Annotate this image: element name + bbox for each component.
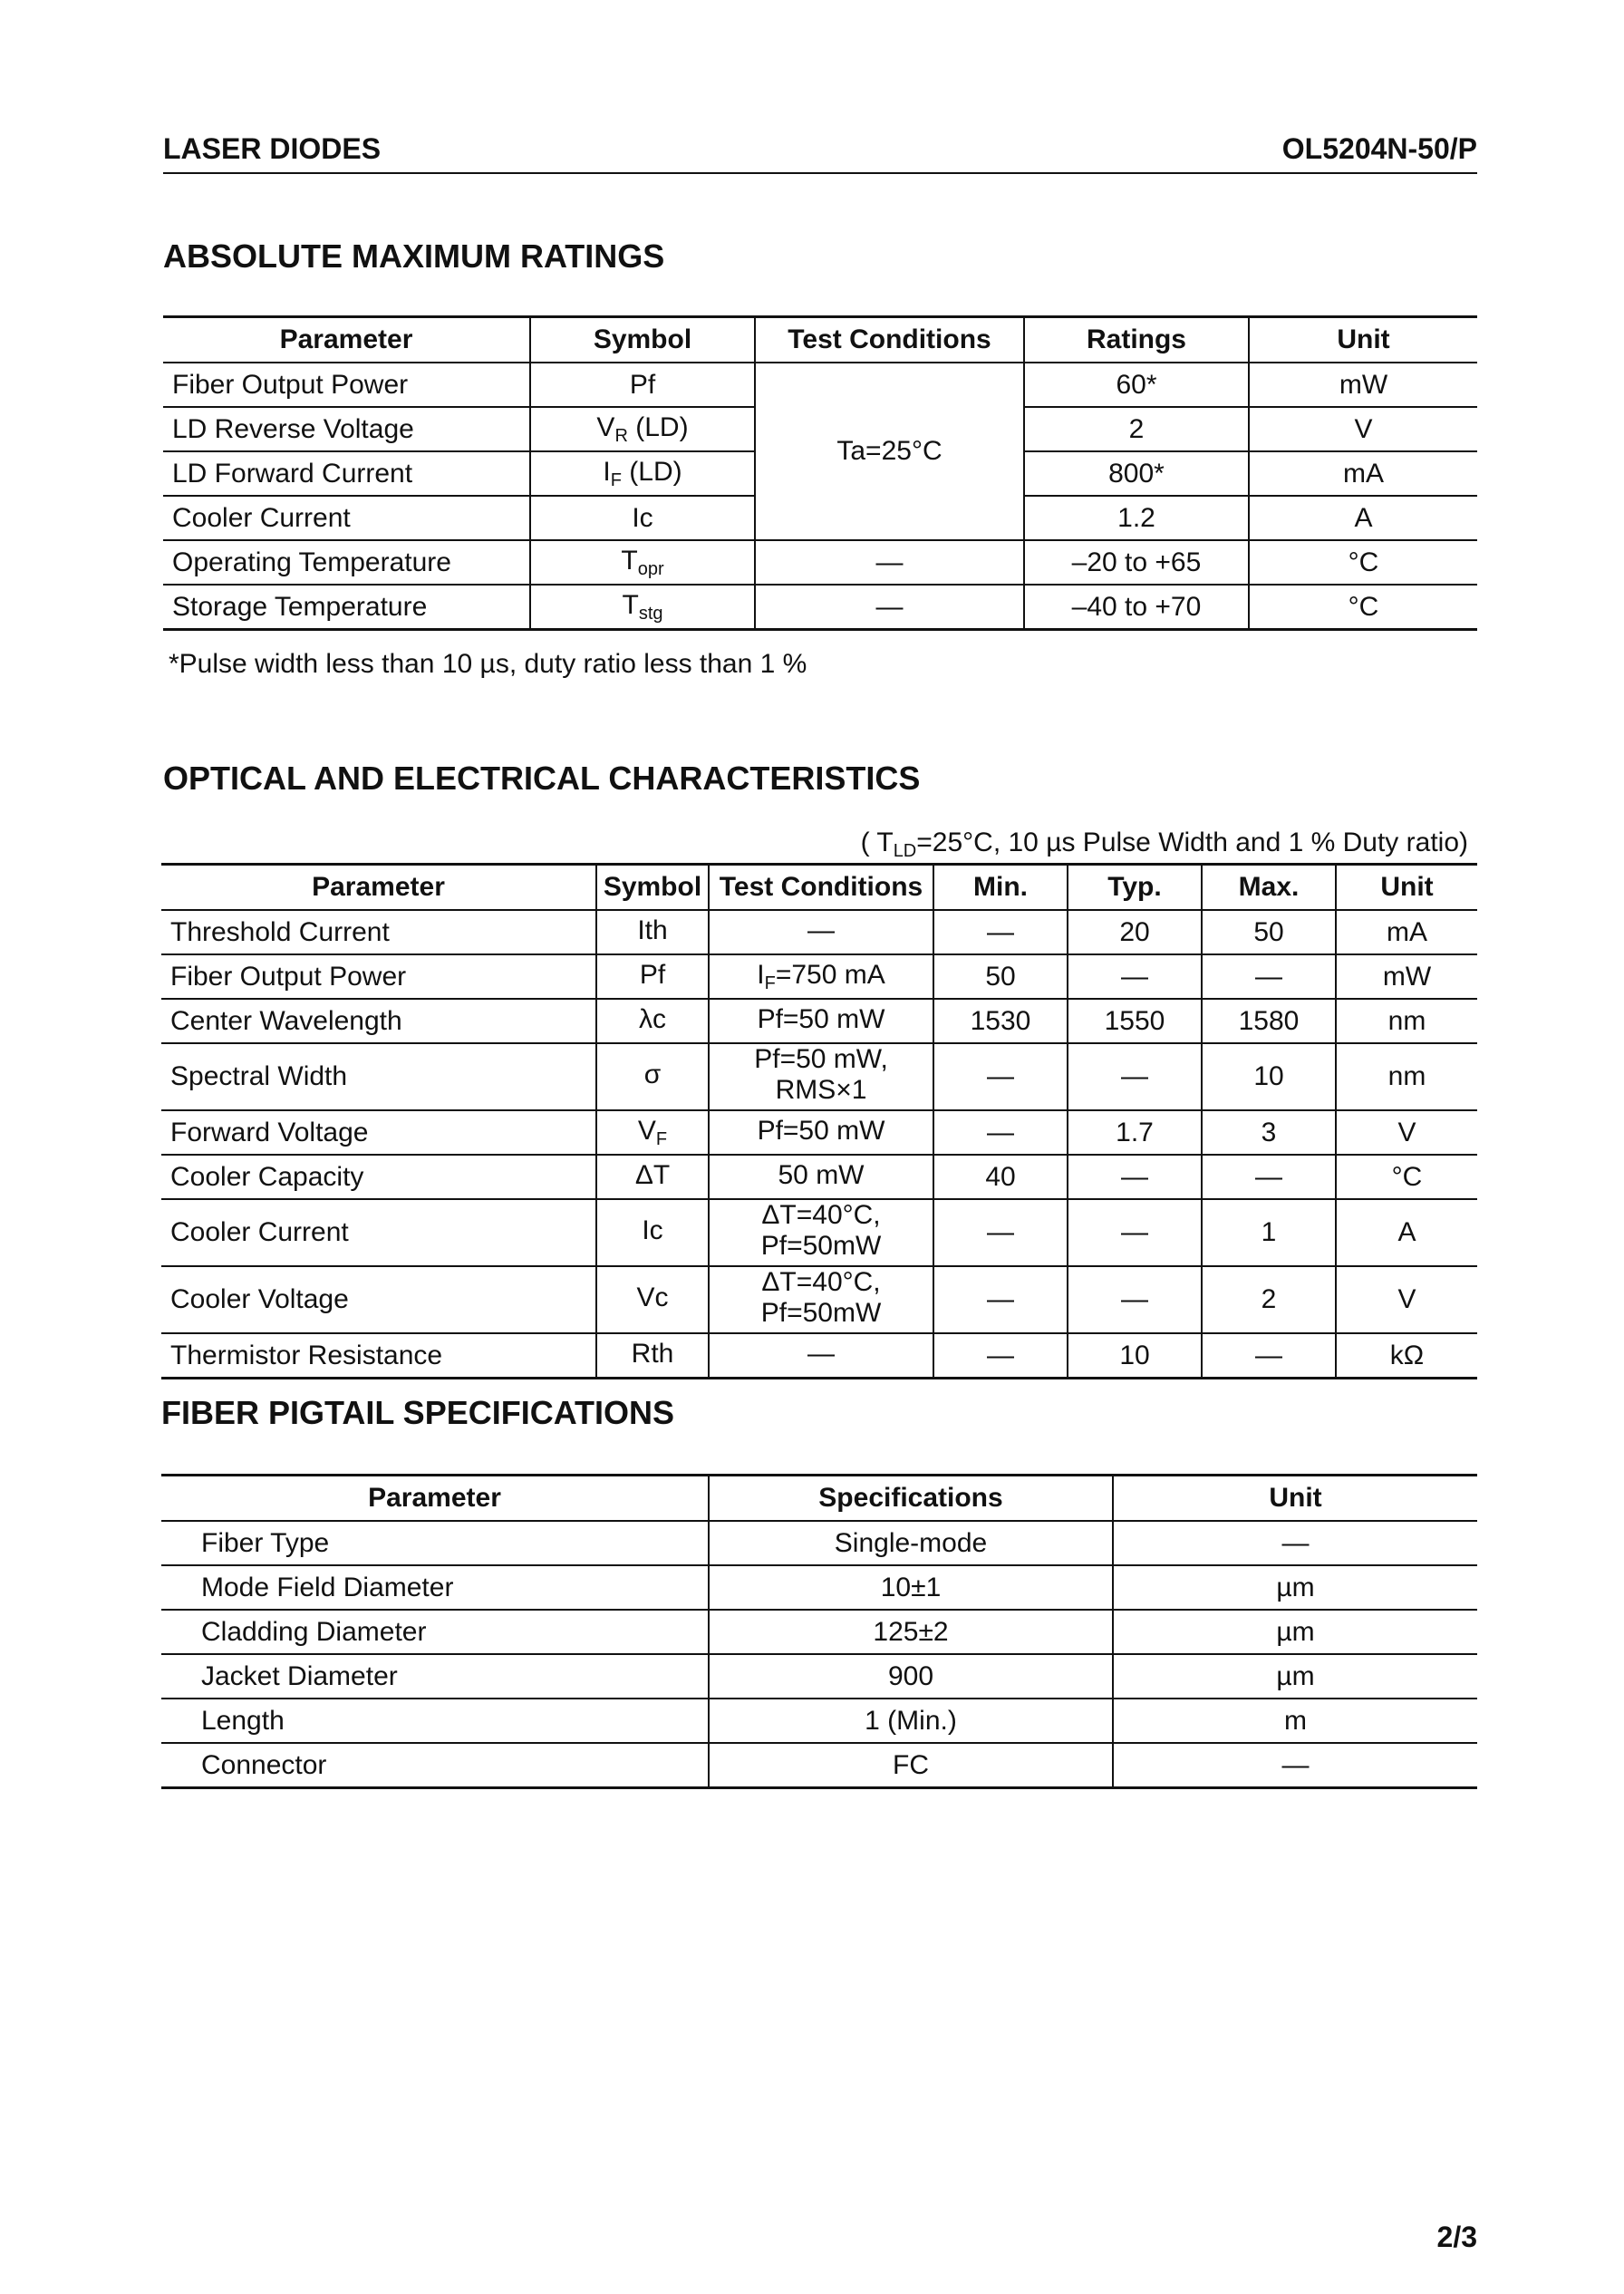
symbol-cell: $I_F$ (LD) [530,451,755,496]
parameter-cell: Forward Voltage [161,1110,596,1155]
column-header: Test Conditions [709,865,933,911]
parameter-cell: Threshold Current [161,910,596,954]
table-row [161,1654,1477,1699]
rating-cell: 1.2 [1024,496,1249,540]
table-row [161,954,1477,999]
table-row [161,1155,1477,1199]
unit-cell: mA [1249,451,1477,496]
table-row [161,910,1477,954]
max-cell: 2 [1202,1266,1336,1333]
symbol-cell: λc [596,999,709,1043]
min-cell: — [933,910,1068,954]
symbol-cell: Pf [596,954,709,999]
condition-cell: Pf=50 mW [709,1110,933,1155]
table-row [161,1610,1477,1654]
table-row [161,1743,1477,1788]
typ-cell: 20 [1068,910,1202,954]
parameter-cell: Jacket Diameter [161,1654,709,1699]
column-header: Parameter [163,317,530,363]
spec-cell: Single-mode [709,1521,1113,1565]
table-row [161,1199,1477,1266]
unit-cell: nm [1336,1043,1477,1110]
condition-cell: Pf=50 mW [709,999,933,1043]
parameter-cell: Fiber Output Power [163,363,530,407]
parameter-cell: Storage Temperature [163,585,530,630]
column-header: Symbol [596,865,709,911]
unit-cell: — [1113,1743,1477,1788]
parameter-cell: Operating Temperature [163,540,530,585]
parameter-cell: Fiber Output Power [161,954,596,999]
page-header [163,127,1477,174]
amr-title: ABSOLUTE MAXIMUM RATINGS [163,237,665,275]
column-header: Specifications [709,1476,1113,1522]
typ-cell: — [1068,1266,1202,1333]
parameter-cell: Cladding Diameter [161,1610,709,1654]
unit-cell: V [1249,407,1477,451]
parameter-cell: Cooler Capacity [161,1155,596,1199]
table-row [163,540,1477,585]
condition-cell: $I_F=750$ mA [709,954,933,999]
min-cell: — [933,1333,1068,1379]
column-header: Unit [1249,317,1477,363]
max-cell: 1 [1202,1199,1336,1266]
table-row [163,363,1477,407]
symbol-cell: Rth [596,1333,709,1379]
page-number: 2/3 [1436,2221,1477,2253]
max-cell: — [1202,954,1336,999]
fps-table [161,1474,1477,1789]
unit-cell: A [1336,1199,1477,1266]
spec-cell: 10±1 [709,1565,1113,1610]
symbol-cell: Pf [530,363,755,407]
column-header: Min. [933,865,1068,911]
symbol-cell: Ith [596,910,709,954]
spec-cell: FC [709,1743,1113,1788]
symbol-cell: Ic [596,1199,709,1266]
condition-cell: — [755,585,1024,630]
oec-title: OPTICAL AND ELECTRICAL CHARACTERISTICS [163,760,921,797]
symbol-cell: $T_{stg}$ [530,585,755,630]
measurement-conditions: ( $T_{LD}=25^\circ C$, 10 µs Pulse Width and 1 % Duty ratio) [860,828,1468,861]
max-cell: 1580 [1202,999,1336,1043]
min-cell: — [933,1110,1068,1155]
condition-cell: — [755,540,1024,585]
oec-table [161,863,1477,1379]
min-cell: — [933,1266,1068,1333]
max-cell: 3 [1202,1110,1336,1155]
rating-cell: 60* [1024,363,1249,407]
column-header: Parameter [161,1476,709,1522]
unit-cell: µm [1113,1654,1477,1699]
amr-table [163,315,1477,631]
parameter-cell: Cooler Current [161,1199,596,1266]
unit-cell: °C [1249,540,1477,585]
column-header: Ratings [1024,317,1249,363]
typ-cell: — [1068,954,1202,999]
unit-cell: mW [1249,363,1477,407]
table-row [163,585,1477,630]
column-header: Unit [1336,865,1477,911]
min-cell: 50 [933,954,1068,999]
symbol-cell: σ [596,1043,709,1110]
typ-cell: 10 [1068,1333,1202,1379]
symbol-cell: $V_R$ (LD) [530,407,755,451]
parameter-cell: Cooler Current [163,496,530,540]
column-header: Parameter [161,865,596,911]
column-header: Test Conditions [755,317,1024,363]
table-row [161,999,1477,1043]
max-cell: — [1202,1155,1336,1199]
symbol-cell: $T_{opr}$ [530,540,755,585]
spec-cell: 900 [709,1654,1113,1699]
symbol-cell: ΔT [596,1155,709,1199]
rating-cell: –20 to +65 [1024,540,1249,585]
parameter-cell: Mode Field Diameter [161,1565,709,1610]
table-row [161,1699,1477,1743]
parameter-cell: Center Wavelength [161,999,596,1043]
table-row [161,1565,1477,1610]
unit-cell: V [1336,1266,1477,1333]
table-header-row [161,865,1477,911]
typ-cell: — [1068,1043,1202,1110]
parameter-cell: Thermistor Resistance [161,1333,596,1379]
table-row [161,1521,1477,1565]
unit-cell: mW [1336,954,1477,999]
parameter-cell: LD Reverse Voltage [163,407,530,451]
unit-cell: °C [1249,585,1477,630]
max-cell: 50 [1202,910,1336,954]
table-header-row [161,1476,1477,1522]
max-cell: 10 [1202,1043,1336,1110]
symbol-cell: Vc [596,1266,709,1333]
spec-cell: 1 (Min.) [709,1699,1113,1743]
typ-cell: 1.7 [1068,1110,1202,1155]
unit-cell: m [1113,1699,1477,1743]
unit-cell: — [1113,1521,1477,1565]
parameter-cell: Length [161,1699,709,1743]
unit-cell: mA [1336,910,1477,954]
table-row [161,1333,1477,1379]
min-cell: 1530 [933,999,1068,1043]
unit-cell: V [1336,1110,1477,1155]
parameter-cell: Connector [161,1743,709,1788]
condition-cell: — [709,910,933,954]
category-title: LASER DIODES [163,132,382,165]
table-row [161,1043,1477,1110]
rating-cell: –40 to +70 [1024,585,1249,630]
condition-cell: ΔT=40°C, Pf=50mW [709,1266,933,1333]
condition-cell: ΔT=40°C, Pf=50mW [709,1199,933,1266]
unit-cell: °C [1336,1155,1477,1199]
unit-cell: A [1249,496,1477,540]
parameter-cell: Cooler Voltage [161,1266,596,1333]
column-header: Unit [1113,1476,1477,1522]
parameter-cell: LD Forward Current [163,451,530,496]
condition-cell: Ta=25°C [755,363,1024,540]
pulse-footnote: *Pulse width less than 10 µs, duty ratio less than 1 % [169,649,807,679]
column-header: Max. [1202,865,1336,911]
unit-cell: µm [1113,1565,1477,1610]
parameter-cell: Spectral Width [161,1043,596,1110]
parameter-cell: Fiber Type [161,1521,709,1565]
typ-cell: — [1068,1155,1202,1199]
unit-cell: kΩ [1336,1333,1477,1379]
typ-cell: — [1068,1199,1202,1266]
max-cell: — [1202,1333,1336,1379]
table-header-row [163,317,1477,363]
part-number: OL5204N-50/P [1281,132,1477,165]
rating-cell: 2 [1024,407,1249,451]
rating-cell: 800* [1024,451,1249,496]
column-header: Symbol [530,317,755,363]
symbol-cell: $V_F$ [596,1110,709,1155]
table-row [161,1110,1477,1155]
condition-cell: — [709,1333,933,1379]
fps-title: FIBER PIGTAIL SPECIFICATIONS [161,1394,675,1431]
column-header: Typ. [1068,865,1202,911]
typ-cell: 1550 [1068,999,1202,1043]
table-row [161,1266,1477,1333]
condition-cell: Pf=50 mW, RMS×1 [709,1043,933,1110]
min-cell: — [933,1043,1068,1110]
symbol-cell: Ic [530,496,755,540]
min-cell: 40 [933,1155,1068,1199]
spec-cell: 125±2 [709,1610,1113,1654]
condition-cell: 50 mW [709,1155,933,1199]
unit-cell: µm [1113,1610,1477,1654]
unit-cell: nm [1336,999,1477,1043]
min-cell: — [933,1199,1068,1266]
